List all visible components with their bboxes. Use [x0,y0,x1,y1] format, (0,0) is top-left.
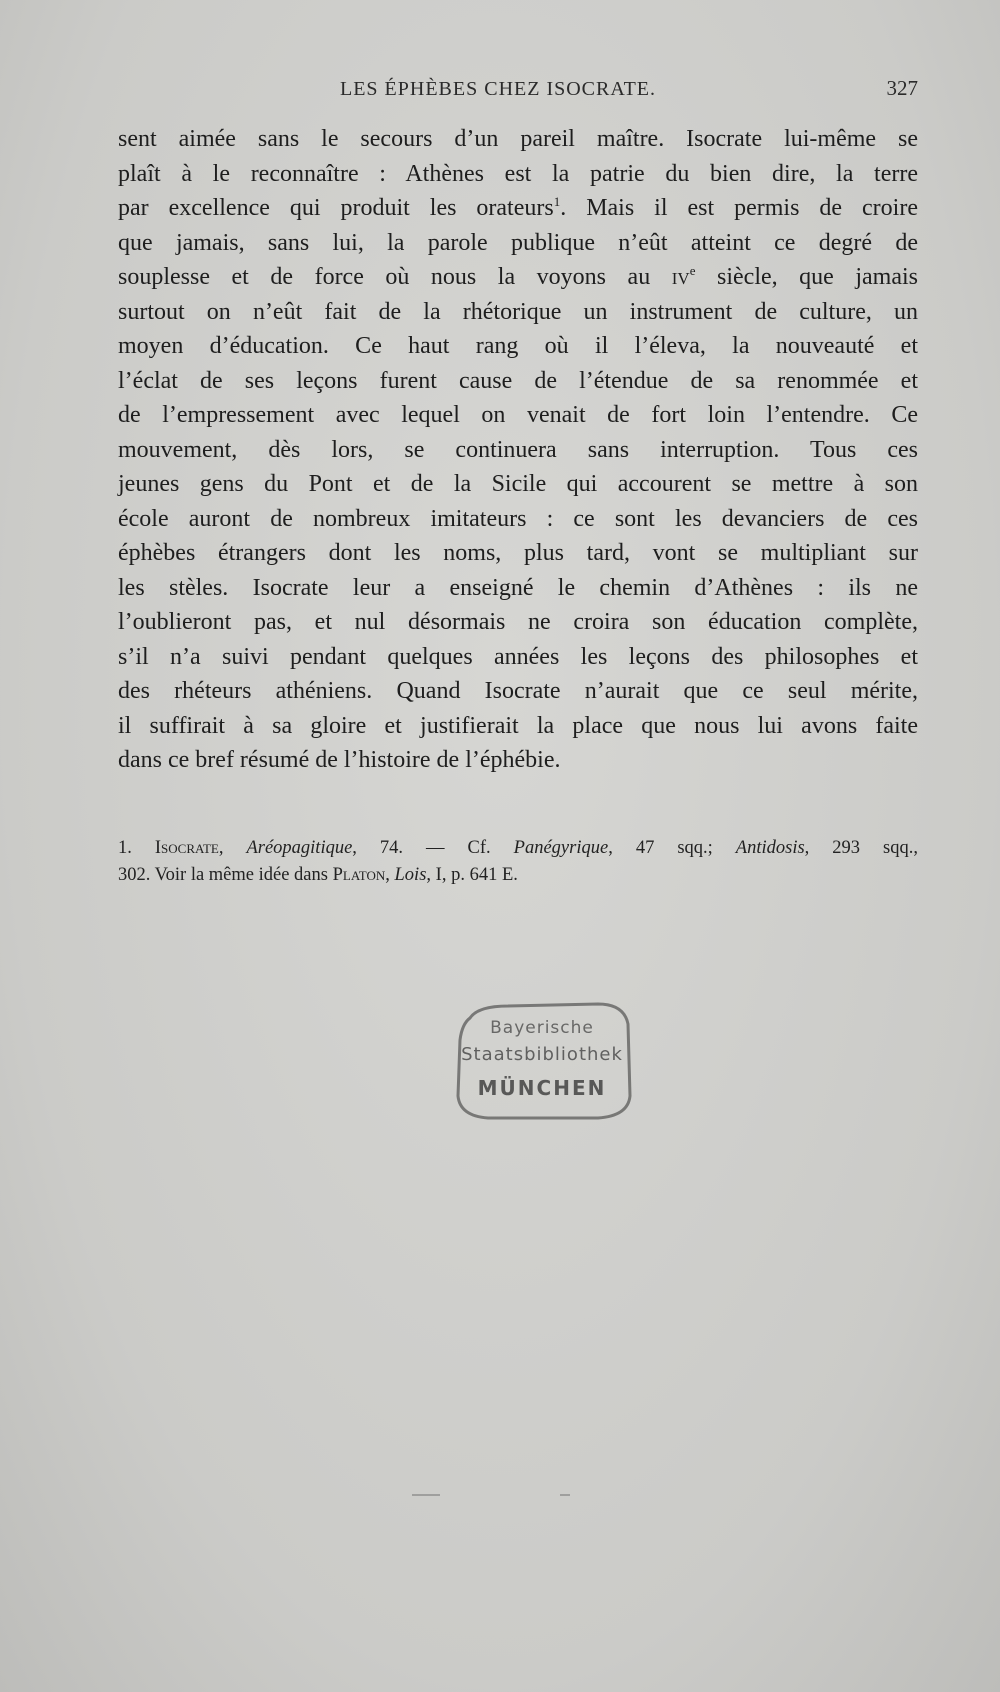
text-segment: par excellence qui produit les orateurs [118,195,554,221]
stamp-line: Bayerische [490,1018,594,1038]
text-line: surtout on n’eût fait de la rhétorique un instrument de culture, un [118,298,918,325]
text-line: éphèbes étrangers dont les noms, plus tard, vont se multipliant sur [118,540,918,566]
text-line: il suffirait à sa gloire et justifierait la place que nous lui avons faite [118,712,918,739]
text-line: l’éclat de ses leçons furent cause de l’étendue de sa renommée et [118,367,918,394]
text-line [118,260,918,295]
page-number: 327 [886,76,918,100]
footnote-text: , [385,865,395,885]
text-segment: siècle, que jamais [695,264,919,290]
footnote-text: , 74. — Cf. [352,838,514,858]
footnote-reference: 1 [553,194,561,209]
main-paragraph [118,122,918,778]
text-line: s’il n’a suivi pendant quelques années les leçons des philosophes et [118,643,918,670]
text-line: école auront de nombreux imitateurs : ce sont les devanciers de ces [118,505,918,532]
text-line: les stèles. Isocrate leur a enseigné le chemin d’Athènes : ils ne [118,574,918,601]
text-line: des rhéteurs athéniens. Quand Isocrate n’aurait que ce seul mérite, [118,678,918,704]
text-line: que jamais, sans lui, la parole publique n’eût atteint ce degré de [118,229,918,256]
page-header [118,78,918,112]
century-numeral: iv [671,264,690,290]
text-line [118,191,918,226]
century-suffix: e [689,263,696,278]
footnote-work: Aréopagitique [246,838,353,858]
text-segment: souplesse et de force où nous la voyons au [118,264,672,290]
footnote-text: , [218,838,247,858]
library-stamp [448,1000,636,1122]
stamp-line: Staatsbibliothek [461,1044,623,1065]
text-segment: . Mais il est permis de croire [560,195,918,221]
text-line: dans ce bref résumé de l’histoire de l’éphébie. [118,747,561,773]
text-line: plaît à le reconnaître : Athènes est la patrie du bien dire, la terre [118,160,918,187]
text-line: sent aimée sans le secours d’un pareil maître. Isocrate lui-même se [118,126,918,152]
footnote-text: 302. Voir la même idée dans [118,865,333,885]
footnote-text: , I, p. 641 E. [426,865,518,885]
footnote-work: Panégyrique [513,838,609,858]
text-line: jeunes gens du Pont et de la Sicile qui accourent se mettre à son [118,471,918,497]
footnote-line [118,835,918,862]
text-line: de l’empressement avec lequel on venait de fort loin l’entendre. Ce [118,402,918,428]
ink-mark-icon [410,1490,590,1500]
footnote [118,835,918,889]
footnote-author: Platon [332,865,386,885]
text-line: l’oublieront pas, et nul désormais ne croira son éducation complète, [118,609,918,635]
footnote-text: , 293 sqq., [804,838,918,858]
running-title: LES ÉPHÈBES CHEZ ISOCRATE. [340,78,657,100]
footnote-line [118,862,918,889]
footnote-work: Antidosis [735,838,805,858]
footnote-number: 1. [118,838,132,858]
footnote-author: Isocrate [154,838,219,858]
stamp-line: MÜNCHEN [477,1076,607,1100]
footnote-work: Lois [394,865,427,885]
footnote-text: , 47 sqq.; [608,838,736,858]
text-line: mouvement, dès lors, se continuera sans interruption. Tous ces [118,436,918,463]
text-line: moyen d’éducation. Ce haut rang où il l’éleva, la nouveauté et [118,333,918,359]
